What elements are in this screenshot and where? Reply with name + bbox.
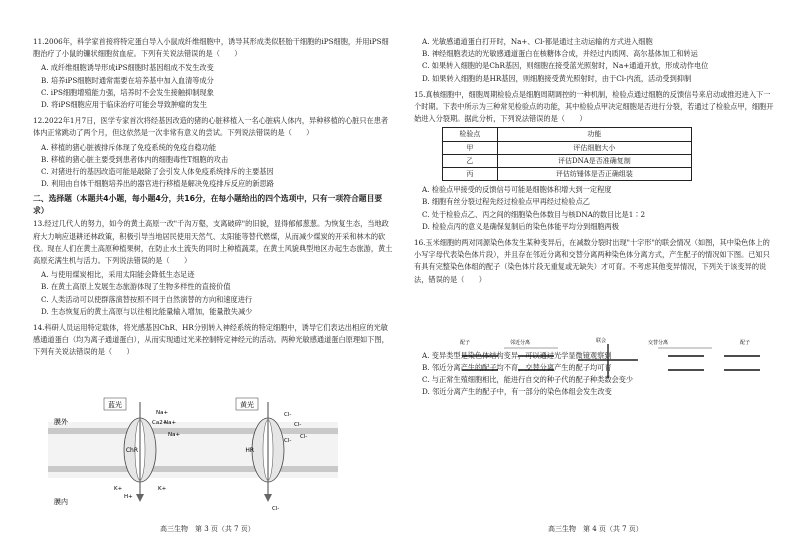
svg-text:H+: H+ <box>124 494 133 500</box>
table-row: 乙 评估DNA是否准确复制 <box>443 154 692 167</box>
chr-channel <box>124 402 156 502</box>
q12-option-c: C. 对猪进行的基因改造可能是敲除了会引发人体免疫系统排斥的主要基因 <box>41 167 274 177</box>
q11-stem: 11.2006年，科学家首接将特定蛋白导入小鼠成纤维细胞中，诱导其形成类似胚胎干细胞的iPS细胞，并用iPS细胞治疗了小鼠的镰状细胞贫血症。下列有关说法错误的是（ ） <box>33 37 389 59</box>
section-heading: 二、选择题（本题共4小题，每小题4分，共16分，在每小题给出的四个选项中，只有一项符合题目要求） <box>33 194 383 216</box>
q13-option-c: C. 人类活动可以使群落演替按照不同于自然演替的方向和速度进行 <box>41 294 253 304</box>
hr-channel <box>245 402 284 502</box>
svg-text:Na+: Na+ <box>164 420 177 426</box>
footer-page-3: 高三生物 第 3 页（共 7 页） <box>160 525 255 533</box>
blue-light-label <box>104 398 126 410</box>
table-row: 甲 评估细胞大小 <box>443 141 692 154</box>
q15-option-d: D. 检验点丙的意义是确保复制后的染色体能平均分到细胞两极 <box>422 221 619 231</box>
q16-stem: 16.玉米细胞的两对同源染色体发生某种变异后，在减数分裂时出现"十字形"的联会情况（如图，其中染色体上的小写字母代表染色体片段），并且存在邻近分离和交替分离两种染色体分离方式，产生配子的情况如下图。已知只有具有完整染色体组的配子（染色体片段无重复或无缺失）才可育。不考虑其他变异情况，下列关于该变异的说法，错误的是（ ） <box>414 238 770 284</box>
chr-label: ChR <box>125 447 138 454</box>
chromosome-segregation-figure <box>458 336 768 384</box>
svg-text:K+: K+ <box>158 486 167 492</box>
table-row: 丙 评估纺锤体是否正确组装 <box>443 168 692 181</box>
footer-page-4: 高三生物 第 4 页（共 7 页） <box>548 525 643 533</box>
q14-option-b: B. 神经细胞表达的光敏感通道蛋白在核糖体合成，并经过内质网、高尔基体加工和转运 <box>422 49 698 59</box>
q11-option-d: D. 将iPS细胞应用于临床治疗可能会导致肿瘤的发生 <box>41 100 207 110</box>
checkpoint-table <box>442 127 692 181</box>
synapsis-cross <box>578 344 638 378</box>
q11-option-b: B. 培养iPS细胞时通常需要在培养基中加入血清等成分 <box>41 75 214 85</box>
svg-text:Na+: Na+ <box>168 432 181 438</box>
svg-text:Cl-: Cl- <box>300 434 308 440</box>
q15-stem: 15.真核细胞中，细胞周期检验点是细胞周期调控的一种机制，检验点通过细胞的反馈信号来启动或推迟进入下一个时期。下表中所示为三种常见检验点的功能，其中检验点甲决定细胞是否进行分裂，若通过了检验点甲，细胞开始进入分裂期。据此分析，下列说法错误的是（ ） <box>414 89 774 124</box>
q13-option-d: D. 生态恢复后的黄土高原与以往相比能量输入增加，能量散失减少 <box>41 306 253 316</box>
q14-option-c: C. 如果转入细胞的是ChR基因，则细胞在接受蓝光照射时，Na+通道开放，形成动作电位 <box>422 61 709 71</box>
svg-text:Cl-: Cl- <box>284 438 292 444</box>
q13-option-a: A. 与使用煤炭相比，采用太阳能会降低生态足迹 <box>41 270 195 280</box>
gamete-left-label: 配子 <box>460 340 471 346</box>
adjacent-label: 邻近分离 <box>510 340 531 346</box>
synapsis-label: 联会 <box>596 338 607 344</box>
left-column <box>33 36 393 361</box>
outside-label: 膜外 <box>54 418 68 426</box>
yellow-light-text: 黄光 <box>240 401 254 409</box>
q16-option-a: A. 变异类型是染色体结构变异，可以通过光学显微镜观察到 <box>422 350 612 360</box>
q16-option-d: D. 邻近分离产生的配子中，有一部分的染色体组会发生改变 <box>422 387 612 397</box>
q12-option-d: D. 利用由自体干细胞培养出的器官进行移植是解决免疫排斥反应的新思路 <box>41 179 274 189</box>
q12-option-a: A. 移植的猪心脏被排斥体现了免疫系统的免疫自稳功能 <box>41 142 217 152</box>
q14-option-a: A. 光敏感通道蛋白打开时，Na+、Cl-都是通过主动运输的方式进入细胞 <box>422 37 653 46</box>
q16-option-c: C. 与正常生殖细胞相比，能进行自交的种子代的配子种类数会变少 <box>422 375 634 385</box>
svg-text:Na+: Na+ <box>156 410 169 416</box>
q11-option-a: A. 成纤维细胞诱导形成iPS细胞时基因组成不发生改变 <box>41 63 214 73</box>
svg-text:Ca2+: Ca2+ <box>152 420 168 426</box>
svg-text:Cl-: Cl- <box>272 506 280 512</box>
svg-text:K+: K+ <box>114 486 123 492</box>
q14-stem: 14.科研人员运用特定载体，将光感基因ChR、HR分别转入神经系统的特定细胞中，诱导它们表达出相应的光敏感通道蛋白（均为离子通道蛋白），从而实现通过光来控制特定神经元的活动。两种光敏感通道蛋白原理如下图，下列有关说法错误的是（ ） <box>33 323 389 357</box>
light-channel-figure <box>48 394 338 514</box>
table-header-function: 功能 <box>497 128 691 141</box>
q15-option-c: C. 处于检验点乙、丙之间的细胞染色体数目与核DNA的数目比是1∶2 <box>422 209 646 219</box>
svg-text:Cl-: Cl- <box>294 422 302 428</box>
q12-option-b: B. 移植的猪心脏主要受到患者体内的细胞毒性T细胞的攻击 <box>41 154 229 164</box>
q16-option-b: B. 邻近分离产生的配子均不育，交替分离产生的配子均可育 <box>422 363 612 373</box>
q13-stem: 13.经过几代人的努力，如今的黄土高原一改"千沟万壑，支离破碎"的旧貌，显得郁郁葱葱。为恢复生态，当地政府大力响应退耕还林政策，积极引导当地居民使用天然气、太阳能等替代燃煤，从而减少煤炭的开采和林木的砍伐。现在人们在黄土高原种植果树，在防止水土流失的同时上种植蔬菜，在黄土风貌典型地区办起生态旅游，黄土高原充满生机与活力。下列说法错误的是（ ） <box>33 219 393 266</box>
svg-text:Cl-: Cl- <box>284 412 292 418</box>
q14-option-d: D. 如果转入细胞的是HR基因，则细胞接受黄光照射时，由于Cl-内流，活动受到抑制 <box>422 73 692 83</box>
q13-option-b: B. 在黄土高原上发展生态旅游体现了生物多样性的直接价值 <box>41 282 231 292</box>
blue-light-text: 蓝光 <box>108 401 122 409</box>
gamete-pairs <box>462 356 760 370</box>
alternate-label: 交替分离 <box>648 340 669 346</box>
inside-label: 膜内 <box>54 498 68 506</box>
hr-label: HR <box>245 447 254 454</box>
yellow-light-label <box>236 398 258 410</box>
q11-option-c: C. iPS细胞增殖能力强，培养时不会发生接触抑制现象 <box>41 87 214 97</box>
q15-option-b: B. 细胞有丝分裂过程先经过检验点甲再经过检验点乙 <box>422 197 590 207</box>
q12-stem: 12.2022年1月7日，医学专家首次将经基因改造的猪的心脏移植入一名心脏病人体内，异种移植的心脏只在患者体内正常跳动了两个月，但这依然是一次非常有意义的尝试。下列说法错误的是（ ） <box>33 116 389 138</box>
q15-option-a: A. 检验点甲接受的反馈信号可能是细胞体积增大到一定程度 <box>422 185 612 195</box>
gamete-right-label: 配子 <box>740 340 751 346</box>
table-header-checkpoint: 检验点 <box>443 128 498 141</box>
